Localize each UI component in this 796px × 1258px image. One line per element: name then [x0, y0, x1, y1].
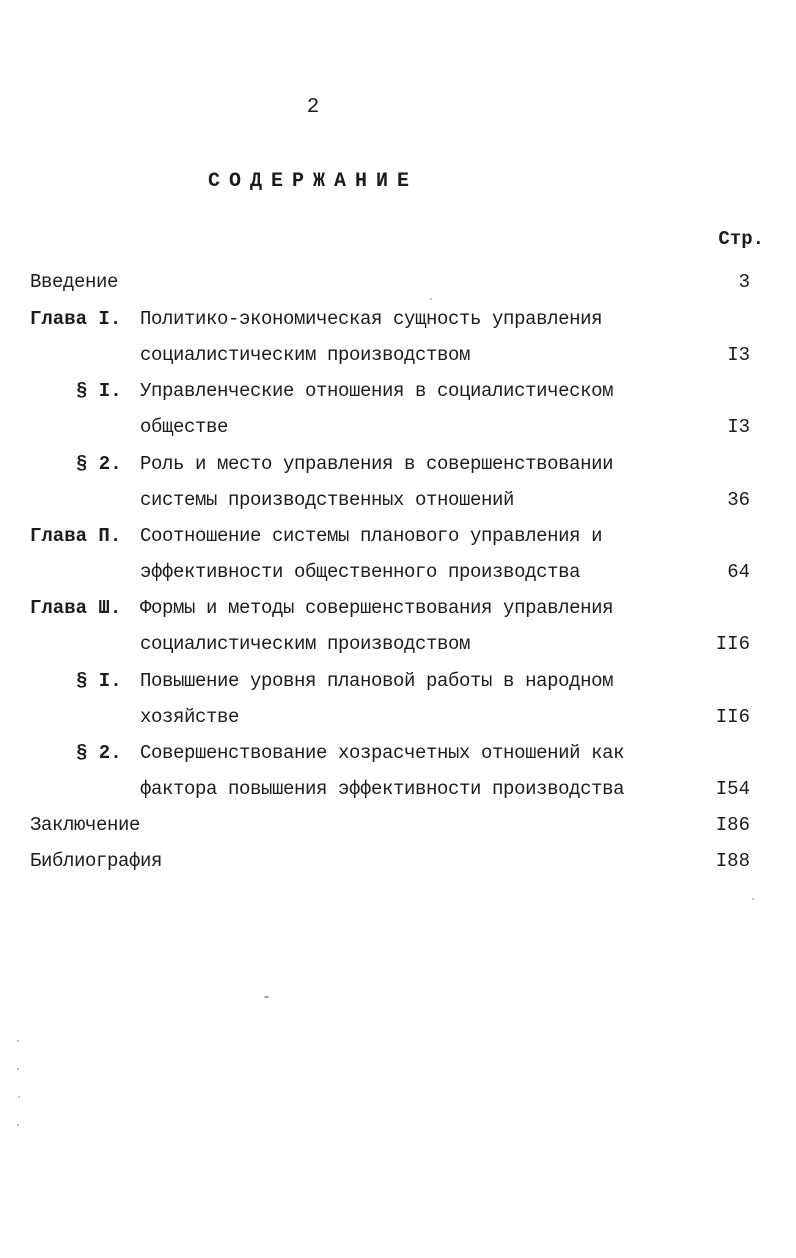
toc-entry-ch1-section-2	[0, 446, 796, 482]
section-label: § I.	[76, 670, 122, 692]
toc-entry-introduction	[0, 264, 796, 300]
toc-entry-page: I88	[715, 850, 750, 872]
toc-entry-bibliography	[0, 843, 796, 879]
toc-entry-title: Повышение уровня плановой работы в народном	[140, 670, 614, 692]
toc-entry-title-cont: системы производственных отношений	[140, 489, 515, 511]
toc-entry-title-cont: хозяйстве	[140, 706, 240, 728]
section-label: § 2.	[76, 742, 122, 764]
toc-entry-title: Введение	[30, 271, 119, 293]
toc-entry-title: Формы и методы совершенствования управления	[140, 597, 614, 619]
toc-entry-page: I86	[715, 814, 750, 836]
scan-speck	[17, 1124, 19, 1126]
section-label: § 2.	[76, 453, 122, 475]
toc-entry-chapter-3	[0, 590, 796, 626]
toc-entry-chapter-1-cont	[0, 337, 796, 373]
scan-speck	[17, 1068, 19, 1070]
toc-entry-ch1-section-2-cont	[0, 482, 796, 518]
toc-entry-ch3-section-1-cont	[0, 699, 796, 735]
toc-entry-page: 3	[738, 271, 750, 293]
toc-entry-title: Совершенствование хозрасчетных отношений как	[140, 742, 625, 764]
toc-entry-page: 64	[727, 561, 750, 583]
toc-entry-ch1-section-1-cont	[0, 409, 796, 445]
page-number: 2	[306, 96, 320, 119]
toc-entry-page: II6	[715, 633, 750, 655]
toc-entry-ch3-section-2	[0, 735, 796, 771]
toc-entry-ch1-section-1	[0, 373, 796, 409]
scan-speck	[752, 898, 754, 900]
toc-entry-page: I3	[727, 344, 750, 366]
scan-speck	[17, 1040, 19, 1042]
toc-entry-ch3-section-2-cont	[0, 771, 796, 807]
contents-heading: СОДЕРЖАНИЕ	[207, 170, 419, 193]
section-label: § I.	[76, 380, 122, 402]
toc-entry-page: 36	[727, 489, 750, 511]
toc-entry-title: Роль и место управления в совершенствовании	[140, 453, 614, 475]
toc-entry-title-cont: социалистическим производством	[140, 633, 471, 655]
toc-entry-chapter-3-cont	[0, 626, 796, 662]
toc-entry-title-cont: социалистическим производством	[140, 344, 471, 366]
toc-entry-title-cont: фактора повышения эффективности производства	[140, 778, 625, 800]
toc-entry-chapter-2	[0, 518, 796, 554]
toc-entry-title: Заключение	[30, 814, 141, 836]
scan-speck	[430, 298, 432, 300]
toc-entry-chapter-1	[0, 301, 796, 337]
chapter-label: Глава Ш.	[30, 597, 122, 619]
toc-entry-title: Библиография	[30, 850, 163, 872]
toc-entry-conclusion	[0, 807, 796, 843]
chapter-label: Глава П.	[30, 525, 122, 547]
chapter-label: Глава I.	[30, 308, 122, 330]
page-column-label: Стр.	[718, 228, 764, 250]
toc-entry-title-cont: эффективности общественного производства	[140, 561, 581, 583]
toc-entry-page: I54	[715, 778, 750, 800]
toc-entry-title: Соотношение системы планового управления и	[140, 525, 603, 547]
toc-entry-ch3-section-1	[0, 663, 796, 699]
toc-entry-title: Политико-экономическая сущность управления	[140, 308, 603, 330]
scan-speck	[18, 1096, 20, 1098]
toc-entry-chapter-2-cont	[0, 554, 796, 590]
scan-speck	[264, 996, 269, 998]
toc-entry-title-cont: обществе	[140, 416, 229, 438]
toc-entry-title: Управленческие отношения в социалистическом	[140, 380, 614, 402]
toc-entry-page: I3	[727, 416, 750, 438]
toc-entry-page: II6	[715, 706, 750, 728]
